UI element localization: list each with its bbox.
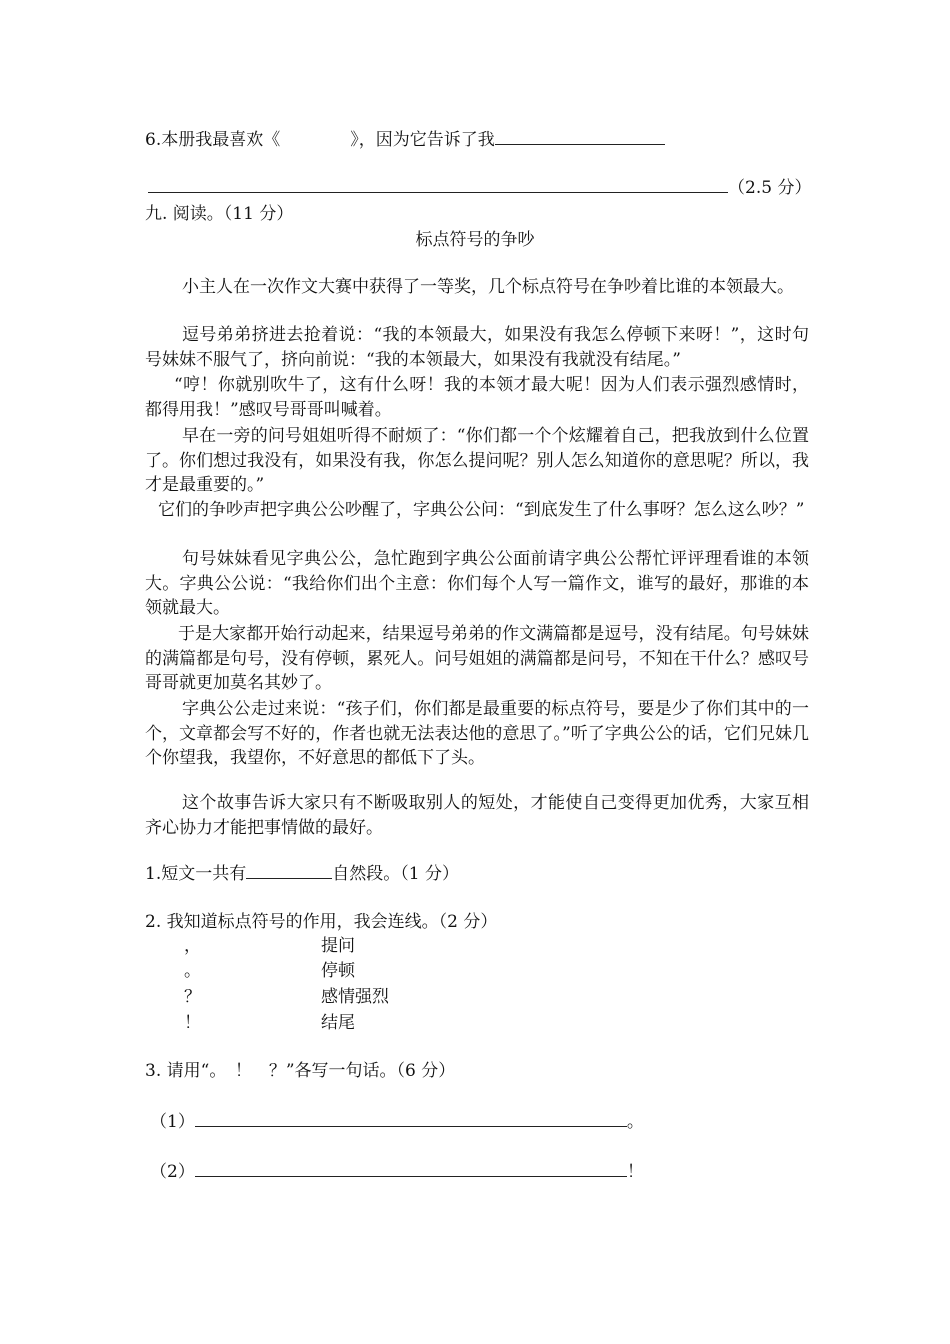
q3-prompt: 3. 请用“。 ！ ？”各写一句话。（6 分） [145,1061,456,1081]
punctuation-use[interactable]: 感情强烈 [321,987,389,1007]
q3-answer-blank-1[interactable] [195,1108,627,1127]
paragraph-text: 逗号弟弟挤进去抢着说：“我的本领最大，如果没有我怎么停顿下来呀！”，这时句号妹妹不服气了，挤向前说：“我的本领最大，如果没有我就没有结尾。” [145,325,809,370]
paragraph-text: 它们的争吵声把字典公公吵醒了，字典公公问：“到底发生了什么事呀？怎么这么吵？” [158,500,805,520]
punctuation-mark[interactable]: 。 [184,961,201,981]
paragraph-text: 字典公公走过来说：“孩子们，你们都是最重要的标点符号，要是少了你们其中的一个，文章都会写不好的，作者也就无法表达他的意思了。”听了字典公公的话，它们兄妹几个你望我，我望你，不好意思的都低下了头。 [145,699,809,768]
punctuation-use[interactable]: 停顿 [321,961,355,981]
passage-paragraph [145,697,809,771]
q3-item-end: 。 [626,1112,644,1132]
paragraph-text: 小主人在一次作文大赛中获得了一等奖，几个标点符号在争吵着比谁的本领最大。 [182,277,794,297]
q1-prefix: 1.短文一共有 [145,864,247,884]
punctuation-mark[interactable]: ， [184,936,201,956]
q6-line [145,126,665,152]
paragraph-text: 句号妹妹看见字典公公，急忙跑到字典公公面前请字典公公帮忙评评理看谁的本领大。字典公公说：“我给你们出个主意：你们每个人写一篇作文，谁写的最好，那谁的本领就最大。 [145,549,809,618]
punctuation-use[interactable]: 结尾 [321,1013,355,1033]
q3-answer-blank-2[interactable] [195,1158,627,1177]
q3-answer-line-2 [150,1158,644,1184]
q6-answer-blank-2[interactable] [148,174,728,193]
passage-paragraph [145,373,809,422]
passage-paragraph [145,275,809,300]
punctuation-mark[interactable]: ？ [184,987,201,1007]
passage-title: 标点符号的争吵 [415,230,535,250]
passage-paragraph [145,498,809,523]
paragraph-text: 于是大家都开始行动起来，结果逗号弟弟的作文满篇都是逗号，没有结尾。句号妹妹的满篇都是句号，没有停顿，累死人。问号姐姐的满篇都是问号，不知在干什么？感叹号哥哥就更加莫名其妙了。 [145,624,809,693]
q3-item-label: （2） [150,1162,195,1182]
q6-answer-blank-1[interactable] [495,126,665,145]
q3-item-end: ！ [626,1162,644,1182]
section-heading: 九. 阅读。（11 分） [145,204,294,224]
q6-line-2 [148,174,811,200]
q6-mid: 》，因为它告诉了我 [350,130,495,150]
q2-prompt: 2. 我知道标点符号的作用，我会连线。（2 分） [145,912,498,932]
q3-answer-line-1 [150,1108,644,1134]
punctuation-use[interactable]: 提问 [321,936,355,956]
paragraph-text: 这个故事告诉大家只有不断吸取别人的短处，才能使自己变得更加优秀，大家互相齐心协力才能把事情做的最好。 [145,793,809,838]
passage-paragraph [145,547,809,621]
paragraph-text: 早在一旁的问号姐姐听得不耐烦了：“你们都一个个炫耀着自己，把我放到什么位置了。你们想过我没有，如果没有我，你怎么提问呢？别人怎么知道你的意思呢？所以，我才是最重要的。” [145,426,809,495]
passage-paragraph [145,424,809,498]
q1-line [145,860,459,886]
punctuation-mark[interactable]: ！ [184,1013,201,1033]
q1-answer-blank[interactable] [246,860,332,879]
q3-item-label: （1） [150,1112,195,1132]
passage-paragraph [145,622,809,696]
q6-score: （2.5 分） [728,178,812,198]
q1-suffix: 自然段。（1 分） [332,864,459,884]
passage-paragraph [145,791,809,840]
passage-paragraph [145,323,809,372]
paragraph-text: “哼！你就别吹牛了，这有什么呀！我的本领才最大呢！因为人们表示强烈感情时，都得用我！”感叹号哥哥叫喊着。 [145,375,809,420]
q6-prefix: 6.本册我最喜欢《 [145,130,281,150]
